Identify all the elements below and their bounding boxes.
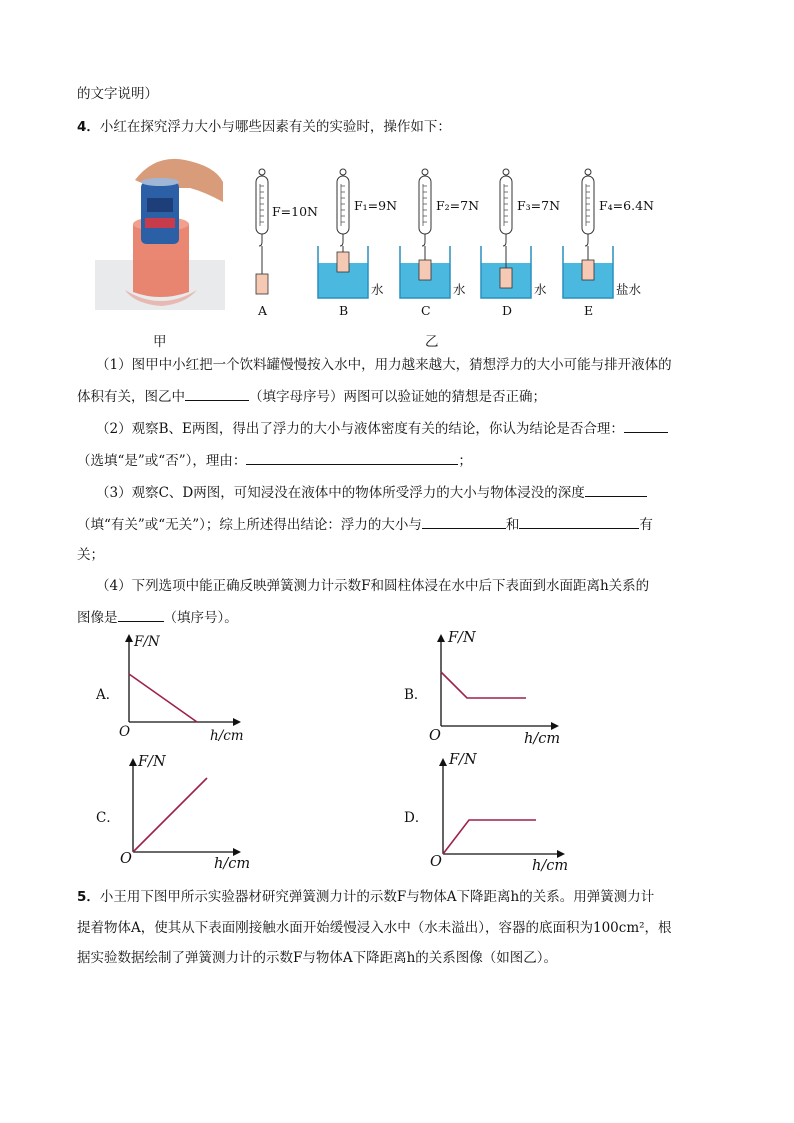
q5-line2: 提着物体A，使其从下表面刚接触水面开始缓慢浸入水中（水未溢出），容器的底面积为100cm²，根	[77, 920, 672, 936]
liquid-d: 水	[534, 282, 547, 297]
answer-blank-1[interactable]	[185, 386, 249, 401]
liquid-b: 水	[371, 282, 384, 297]
graph-a-axis-x: h/cm	[210, 728, 244, 744]
q4-part4-text-a: 图像是	[77, 610, 118, 626]
answer-blank-4[interactable]	[585, 482, 647, 497]
reading-e: F₄=6.4N	[599, 198, 654, 213]
q4-part2-text-c: ；	[458, 453, 472, 469]
graph-c-axis-x: h/cm	[214, 856, 251, 872]
q4-part1-line2	[77, 385, 546, 405]
block-c	[419, 260, 431, 280]
q4-part3-line3: 关；	[77, 547, 104, 563]
graph-d-curve	[443, 820, 536, 854]
q5-line1-text: 小王用下图甲所示实验器材研究弹簧测力计的示数F与物体A下降距离h的关系。用弹簧测力计	[99, 889, 655, 905]
graph-d-origin: O	[430, 854, 442, 870]
scale-c	[400, 169, 450, 298]
q4-part3-line2	[77, 513, 653, 533]
option-label-d[interactable]: D．	[404, 810, 429, 826]
graph-b-curve	[441, 672, 526, 698]
option-label-b[interactable]: B．	[404, 687, 428, 703]
q4-part2-text-a: （2）观察B、E两图，得出了浮力的大小与液体密度有关的结论，你认为结论是否合理：	[96, 421, 624, 437]
scale-e	[563, 169, 613, 298]
answer-blank-2[interactable]	[624, 418, 668, 433]
graph-b-origin: O	[429, 728, 441, 744]
liquid-e: 盐水	[616, 282, 642, 297]
caption-yi: 乙	[425, 334, 439, 350]
graph-a-origin: O	[119, 724, 131, 740]
q4-stem	[77, 115, 451, 135]
q4-part3-line1	[96, 481, 647, 501]
graph-c[interactable]	[115, 752, 255, 872]
block-e	[582, 260, 594, 280]
graph-a-curve	[129, 674, 197, 722]
graph-b-axis-x: h/cm	[524, 731, 561, 747]
answer-blank-3[interactable]	[246, 450, 458, 465]
graph-b-axis-y: F/N	[448, 630, 476, 646]
scale-b	[318, 169, 368, 298]
graph-d-axis-y: F/N	[449, 752, 477, 768]
q4-part2-line1	[96, 417, 668, 437]
graph-c-axis-y: F/N	[138, 754, 166, 770]
q4-part4-text-b: （填序号）。	[163, 610, 238, 626]
q4-part1-line1: （1）图甲中小红把一个饮料罐慢慢按入水中，用力越来越大，猜想浮力的大小可能与排开液体的	[96, 357, 672, 373]
q5-number: 5．	[77, 889, 100, 905]
answer-blank-6[interactable]	[519, 514, 639, 529]
graph-d-axis-x: h/cm	[532, 858, 569, 874]
block-a	[256, 274, 268, 294]
intro-line: 的文字说明）	[77, 86, 158, 102]
graph-c-curve	[133, 778, 207, 852]
q4-part1-text-a: 体积有关，图乙中	[77, 389, 185, 405]
answer-blank-5[interactable]	[422, 514, 506, 529]
figure-yi	[240, 168, 660, 323]
panel-label-d: D	[502, 303, 513, 318]
graph-d[interactable]	[425, 752, 575, 872]
drink-can	[141, 182, 179, 244]
panel-label-c: C	[421, 303, 431, 318]
graph-a-axis-y: F/N	[134, 634, 160, 650]
panel-label-e: E	[584, 303, 594, 318]
reading-a: F=10N	[272, 204, 318, 219]
panel-label-a: A	[258, 303, 268, 318]
block-b	[337, 252, 349, 272]
panel-label-b: B	[339, 303, 349, 318]
reading-d: F₃=7N	[517, 198, 561, 213]
q5-line3: 据实验数据绘制了弹簧测力计的示数F与物体A下降距离h的关系图像（如图乙）。	[77, 950, 558, 966]
option-label-c[interactable]: C．	[96, 810, 120, 826]
scale-d	[481, 169, 531, 298]
q4-part4-line1: （4）下列选项中能正确反映弹簧测力计示数F和圆柱体浸在水中后下表面到水面距离h关系的	[96, 578, 650, 594]
q4-stem-text: 小红在探究浮力大小与哪些因素有关的实验时，操作如下：	[99, 119, 451, 135]
q4-number: 4．	[77, 119, 100, 135]
option-label-a[interactable]: A．	[96, 687, 120, 703]
q4-part2-text-b: （选填“是”或“否”），理由：	[77, 453, 247, 469]
reading-c: F₂=7N	[436, 198, 480, 213]
q4-part3-text-d: 有	[639, 517, 653, 533]
reading-b: F₁=9N	[354, 198, 398, 213]
liquid-c: 水	[453, 282, 466, 297]
q4-part1-text-b: （填字母序号）两图可以验证她的猜想是否正确；	[249, 389, 546, 405]
photo-jia	[95, 152, 225, 322]
scale-a	[256, 169, 268, 294]
caption-jia: 甲	[153, 334, 167, 350]
q4-part3-text-a: （3）观察C、D两图，可知浸没在液体中的物体所受浮力的大小与物体浸没的深度	[96, 485, 585, 501]
q4-part3-text-b: （填“有关”或“无关”）；综上所述得出结论：浮力的大小与	[77, 517, 422, 533]
q5-line1	[77, 885, 654, 905]
block-d	[500, 268, 512, 288]
graph-c-origin: O	[120, 851, 132, 867]
q4-part2-line2	[77, 449, 472, 469]
q4-part4-line2	[77, 606, 238, 626]
q4-part3-text-c: 和	[505, 517, 520, 533]
answer-blank-7[interactable]	[118, 607, 164, 622]
